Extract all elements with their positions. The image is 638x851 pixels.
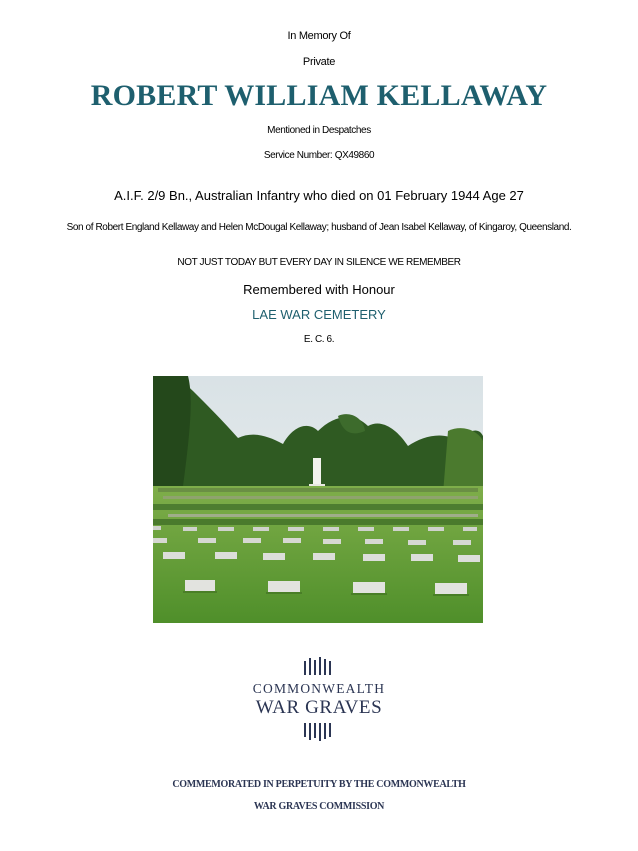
cemetery-name: LAE WAR CEMETERY bbox=[252, 307, 386, 322]
cemetery-photo bbox=[153, 376, 483, 623]
cwgc-logo bbox=[243, 655, 395, 745]
remembered-with-honour: Remembered with Honour bbox=[243, 282, 395, 297]
honour: Mentioned in Despatches bbox=[267, 125, 371, 136]
logo-bars-top-icon bbox=[304, 657, 331, 675]
footer-line1: COMMEMORATED IN PERPETUITY BY THE COMMONWEALTH bbox=[172, 779, 466, 790]
logo-line2: WAR GRAVES bbox=[255, 697, 383, 718]
inscription: NOT JUST TODAY BUT EVERY DAY IN SILENCE WE REMEMBER bbox=[177, 257, 461, 268]
grave-reference: E. C. 6. bbox=[303, 334, 335, 345]
service-number: Service Number: QX49860 bbox=[263, 150, 375, 161]
footer-line2: WAR GRAVES COMMISSION bbox=[253, 801, 385, 812]
rank: Private bbox=[302, 56, 336, 68]
family-line: Son of Robert England Kellaway and Helen McDougal Kellaway; husband of Jean Isabel Kellaway, of Kingaroy, Queensland. bbox=[66, 222, 572, 233]
in-memory-of: In Memory Of bbox=[287, 30, 351, 42]
logo-bars-bottom-icon bbox=[304, 723, 331, 741]
logo-line1: COMMONWEALTH bbox=[252, 681, 386, 696]
soldier-name: ROBERT WILLIAM KELLAWAY bbox=[90, 79, 548, 112]
unit-line: A.I.F. 2/9 Bn., Australian Infantry who died on 01 February 1944 Age 27 bbox=[114, 188, 524, 203]
